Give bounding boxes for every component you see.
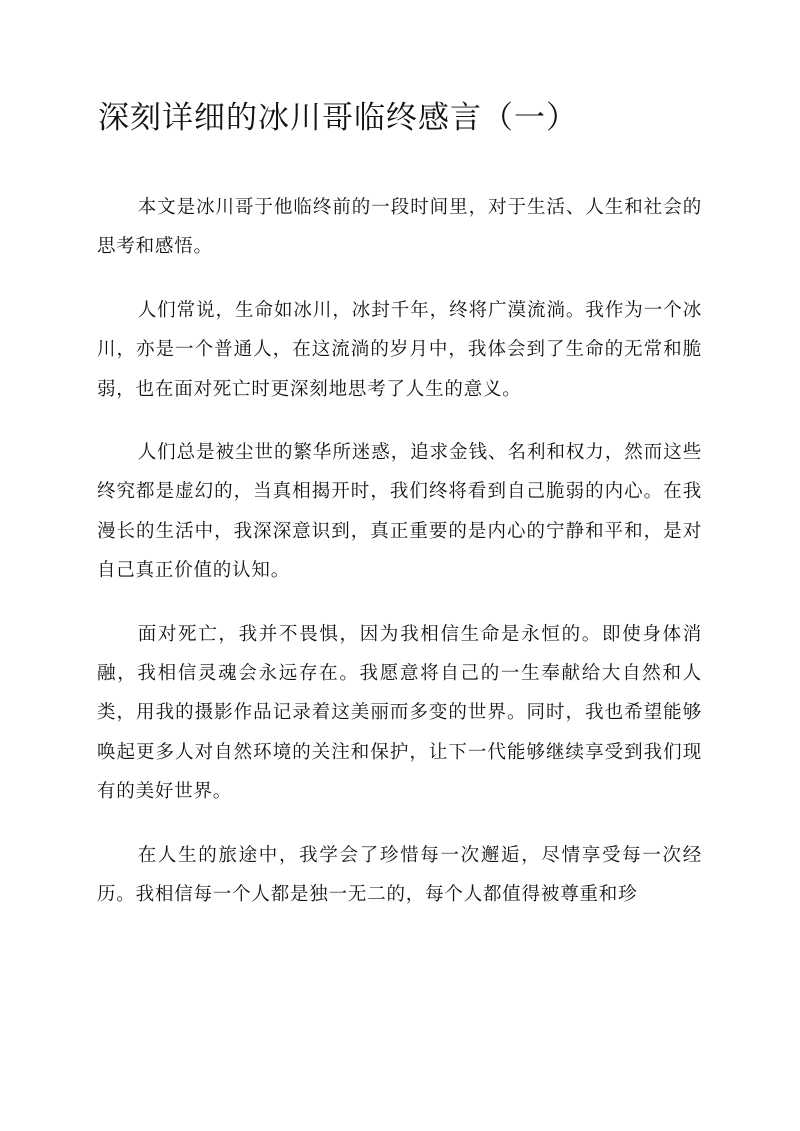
document-title: 深刻详细的冰川哥临终感言（一）	[98, 100, 578, 136]
paragraph: 面对死亡，我并不畏惧，因为我相信生命是永恒的。即使身体消融，我相信灵魂会永远存在。我愿意将自己的一生奉献给大自然和人类，用我的摄影作品记录着这美丽而多变的世界。同时，我也希望能够唤起更多人对自然环境的关注和保护，让下一代能够继续享受到我们现有的美好世界。	[97, 623, 702, 803]
paragraph: 人们常说，生命如冰川，冰封千年，终将广漠流淌。我作为一个冰川，亦是一个普通人，在这流淌的岁月中，我体会到了生命的无常和脆弱，也在面对死亡时更深刻地思考了人生的意义。	[97, 299, 702, 400]
paragraph: 在人生的旅途中，我学会了珍惜每一次邂逅，尽情享受每一次经历。我相信每一个人都是独一无二的，每个人都值得被尊重和珍	[97, 844, 702, 906]
paragraph: 本文是冰川哥于他临终前的一段时间里，对于生活、人生和社会的思考和感悟。	[97, 197, 702, 258]
document-body	[97, 188, 702, 939]
paragraph: 人们总是被尘世的繁华所迷惑，追求金钱、名利和权力，然而这些终究都是虚幻的，当真相揭开时，我们终将看到自己脆弱的内心。在我漫长的生活中，我深深意识到，真正重要的是内心的宁静和平和，是对自己真正价值的认知。	[97, 442, 702, 582]
